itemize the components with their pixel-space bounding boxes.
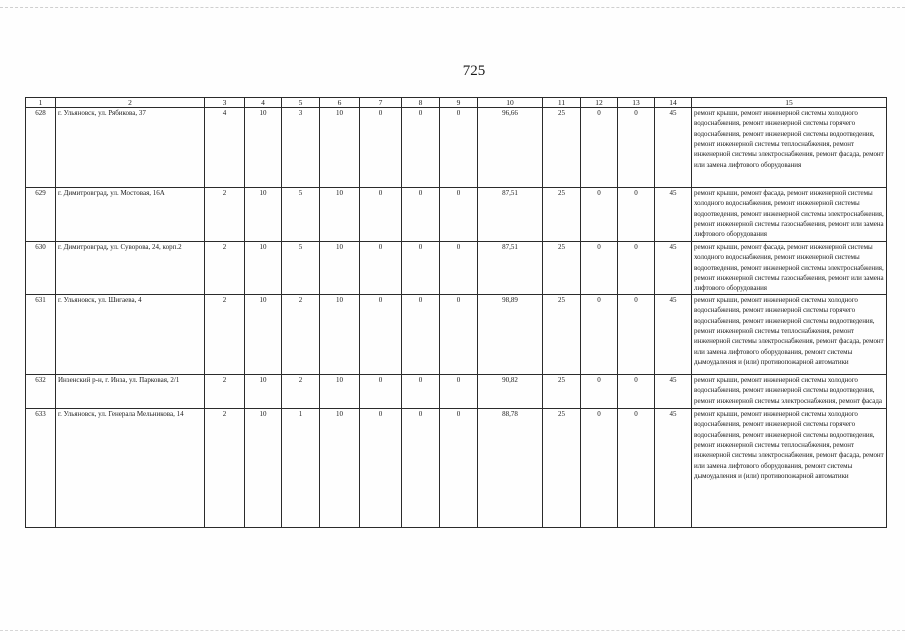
row-number: 629	[26, 188, 56, 242]
address-cell: г. Ульяновск, ул. Рябикова, 37	[56, 108, 205, 188]
table-cell: 10	[245, 188, 282, 242]
column-header: 5	[282, 98, 320, 108]
table-cell: 0	[440, 408, 478, 527]
table-cell: 45	[655, 242, 692, 295]
works-description-cell: ремонт крыши, ремонт инженерной системы холодного водоснабжения, ремонт инженерной системы горячего водоснабжения, ремонт инженерной системы водоотведения, ремонт инженерной системы теплоснабжения, ремонт инженерной системы электроснабжения, ремонт фасада, ремонт или замена лифтового оборудования, ремонт системы дымоудаления и (или) противопожарной автоматики	[692, 408, 887, 527]
address-cell: г. Димитровград, ул. Мостовая, 16А	[56, 188, 205, 242]
column-header: 13	[618, 98, 655, 108]
works-description-cell: ремонт крыши, ремонт инженерной системы холодного водоснабжения, ремонт инженерной системы горячего водоснабжения, ремонт инженерной системы водоотведения, ремонт инженерной системы теплоснабжения, ремонт инженерной системы электроснабжения, ремонт фасада, ремонт или замена лифтового оборудования, ремонт системы дымоудаления и (или) противопожарной автоматики	[692, 294, 887, 374]
table-cell: 0	[360, 108, 402, 188]
table-cell: 0	[618, 374, 655, 408]
table-cell: 2	[205, 242, 245, 295]
column-header: 7	[360, 98, 402, 108]
table-cell: 25	[543, 408, 581, 527]
table-cell: 10	[245, 374, 282, 408]
column-header: 12	[581, 98, 618, 108]
table-cell: 0	[618, 408, 655, 527]
table-cell: 25	[543, 294, 581, 374]
table-cell: 0	[618, 188, 655, 242]
table-cell: 4	[205, 108, 245, 188]
column-header: 3	[205, 98, 245, 108]
row-number: 628	[26, 108, 56, 188]
table-cell: 45	[655, 294, 692, 374]
table-cell: 25	[543, 188, 581, 242]
table-cell: 10	[245, 294, 282, 374]
column-header: 6	[320, 98, 360, 108]
table-cell: 3	[282, 108, 320, 188]
table-cell: 0	[581, 408, 618, 527]
table-cell: 2	[205, 408, 245, 527]
repair-register-table	[25, 97, 887, 528]
table-cell: 25	[543, 242, 581, 295]
table-cell: 45	[655, 374, 692, 408]
table-cell: 0	[581, 374, 618, 408]
table-cell: 10	[245, 108, 282, 188]
address-cell: Инзенский р-н, г. Инза, ул. Парковая, 2/1	[56, 374, 205, 408]
scan-artifact-top	[0, 7, 905, 9]
table-cell: 2	[205, 374, 245, 408]
column-header: 9	[440, 98, 478, 108]
row-number: 633	[26, 408, 56, 527]
table-cell: 0	[360, 188, 402, 242]
table-cell: 5	[282, 242, 320, 295]
table-cell: 0	[618, 242, 655, 295]
table-row	[26, 188, 887, 242]
table-cell: 0	[440, 374, 478, 408]
column-header: 11	[543, 98, 581, 108]
table-cell: 0	[618, 108, 655, 188]
works-description-cell: ремонт крыши, ремонт инженерной системы холодного водоснабжения, ремонт инженерной системы водоотведения, ремонт инженерной системы электроснабжения, ремонт фасада	[692, 374, 887, 408]
table-row	[26, 108, 887, 188]
table-cell: 2	[282, 294, 320, 374]
scan-artifact-bottom	[0, 630, 905, 632]
table-cell: 45	[655, 408, 692, 527]
table-cell: 10	[245, 242, 282, 295]
table-cell: 0	[402, 188, 440, 242]
table-cell: 0	[618, 294, 655, 374]
table-cell: 0	[402, 108, 440, 188]
table-cell: 0	[440, 294, 478, 374]
table-row	[26, 294, 887, 374]
table-row	[26, 408, 887, 527]
table-cell: 0	[402, 242, 440, 295]
table-cell: 2	[282, 374, 320, 408]
address-cell: г. Ульяновск, ул. Шигаева, 4	[56, 294, 205, 374]
table-cell: 45	[655, 108, 692, 188]
table-cell: 0	[402, 294, 440, 374]
table-cell: 0	[440, 188, 478, 242]
table-cell: 10	[320, 242, 360, 295]
column-header: 1	[26, 98, 56, 108]
table-cell: 0	[581, 294, 618, 374]
table-cell: 25	[543, 374, 581, 408]
table-cell: 0	[581, 188, 618, 242]
table-cell: 0	[440, 108, 478, 188]
page-number: 725	[462, 63, 486, 79]
table-cell: 2	[205, 294, 245, 374]
column-header: 2	[56, 98, 205, 108]
row-number: 630	[26, 242, 56, 295]
table-cell: 25	[543, 108, 581, 188]
column-header: 15	[692, 98, 887, 108]
works-description-cell: ремонт крыши, ремонт фасада, ремонт инженерной системы холодного водоснабжения, ремонт инженерной системы водоотведения, ремонт инженерной системы электроснабжения, ремонт инженерной системы газоснабжения, ремонт или замена лифтового оборудования	[692, 242, 887, 295]
table-cell: 0	[440, 242, 478, 295]
row-number: 632	[26, 374, 56, 408]
table-cell: 0	[360, 242, 402, 295]
table-cell: 96,66	[478, 108, 543, 188]
column-header: 8	[402, 98, 440, 108]
table-cell: 0	[581, 242, 618, 295]
table-cell: 98,89	[478, 294, 543, 374]
table-row	[26, 374, 887, 408]
table-row	[26, 242, 887, 295]
table-cell: 45	[655, 188, 692, 242]
table-cell: 10	[320, 294, 360, 374]
address-cell: г. Ульяновск, ул. Генерала Мельникова, 14	[56, 408, 205, 527]
table-cell: 0	[360, 374, 402, 408]
column-header: 14	[655, 98, 692, 108]
row-number: 631	[26, 294, 56, 374]
table-cell: 90,82	[478, 374, 543, 408]
table-cell: 0	[402, 408, 440, 527]
works-description-cell: ремонт крыши, ремонт инженерной системы холодного водоснабжения, ремонт инженерной системы горячего водоснабжения, ремонт инженерной системы водоотведения, ремонт инженерной системы теплоснабжения, ремонт инженерной системы электроснабжения, ремонт фасада, ремонт или замена лифтового оборудования	[692, 108, 887, 188]
column-header: 4	[245, 98, 282, 108]
works-description-cell: ремонт крыши, ремонт фасада, ремонт инженерной системы холодного водоснабжения, ремонт инженерной системы водоотведения, ремонт инженерной системы электроснабжения, ремонт инженерной системы газоснабжения, ремонт или замена лифтового оборудования	[692, 188, 887, 242]
table-cell: 0	[402, 374, 440, 408]
table-cell: 87,51	[478, 242, 543, 295]
table-cell: 10	[320, 108, 360, 188]
column-header: 10	[478, 98, 543, 108]
table-cell: 10	[320, 188, 360, 242]
table-cell: 1	[282, 408, 320, 527]
table-cell: 5	[282, 188, 320, 242]
table-cell: 10	[320, 374, 360, 408]
table-cell: 2	[205, 188, 245, 242]
column-number-header-row	[26, 98, 887, 108]
table-cell: 10	[245, 408, 282, 527]
table-cell: 0	[581, 108, 618, 188]
table-cell: 0	[360, 408, 402, 527]
address-cell: г. Димитровград, ул. Суворова, 24, корп.2	[56, 242, 205, 295]
table-cell: 88,78	[478, 408, 543, 527]
table-cell: 0	[360, 294, 402, 374]
table-cell: 10	[320, 408, 360, 527]
table-cell: 87,51	[478, 188, 543, 242]
